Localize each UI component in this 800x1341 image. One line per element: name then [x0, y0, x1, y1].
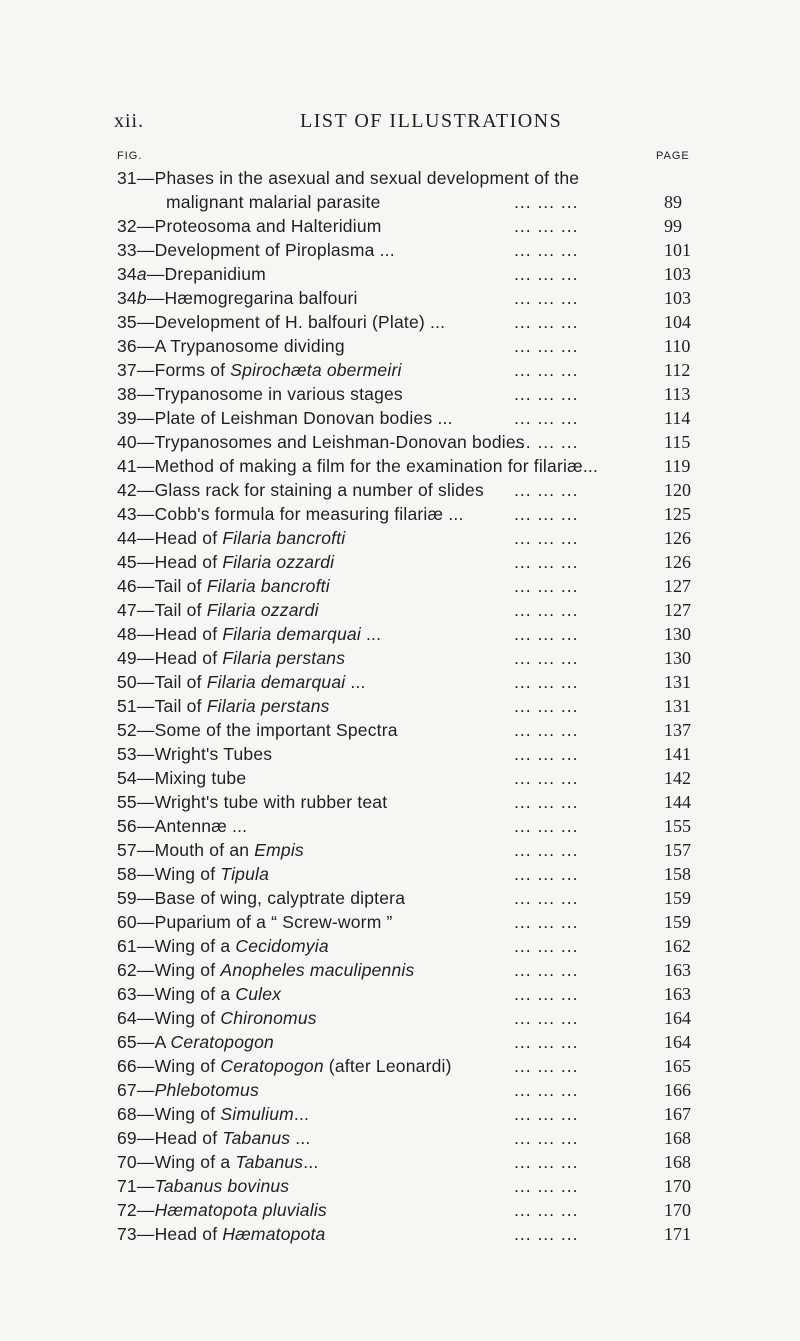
- list-item: [0, 1054, 800, 1078]
- entry-page-number: 166: [664, 1080, 691, 1100]
- list-item: [0, 1222, 800, 1246]
- entry-caption: 54—Mixing tube: [117, 768, 247, 788]
- entry-page-number: 112: [664, 360, 691, 380]
- list-item: [0, 910, 800, 934]
- list-item: [0, 358, 800, 382]
- entry-page-number: 131: [664, 672, 691, 692]
- entry-page-number: 137: [664, 720, 691, 740]
- leader-dots: ... ... ...: [514, 1200, 579, 1220]
- list-item: [0, 646, 800, 670]
- leader-dots: ... ... ...: [514, 408, 579, 428]
- entry-page-number: 126: [664, 552, 691, 572]
- entry-page-number: 99: [664, 216, 682, 236]
- entry-page-number: 125: [664, 504, 691, 524]
- page-header: [0, 110, 800, 140]
- list-item: [0, 190, 800, 214]
- list-item: [0, 334, 800, 358]
- entry-caption: 51—Tail of Filaria perstans: [117, 696, 330, 716]
- list-item: [0, 982, 800, 1006]
- list-item: [0, 1102, 800, 1126]
- entry-caption: 59—Base of wing, calyptrate diptera: [117, 888, 406, 908]
- list-item: [0, 406, 800, 430]
- leader-dots: ... ... ...: [514, 792, 579, 812]
- entry-caption: 57—Mouth of an Empis: [117, 840, 304, 860]
- leader-dots: ... ... ...: [514, 768, 579, 788]
- leader-dots: ... ... ...: [514, 504, 579, 524]
- leader-dots: ... ... ...: [514, 1008, 579, 1028]
- list-item: [0, 214, 800, 238]
- entry-caption: 45—Head of Filaria ozzardi: [117, 552, 335, 572]
- entry-caption: 31—Phases in the asexual and sexual development of the: [117, 168, 580, 188]
- list-item: [0, 718, 800, 742]
- leader-dots: ... ... ...: [514, 1152, 579, 1172]
- list-item: [0, 670, 800, 694]
- entry-caption: 63—Wing of a Culex: [117, 984, 282, 1004]
- entry-caption: 34a—Drepanidium: [117, 264, 266, 284]
- entry-caption: 37—Forms of Spirochæta obermeiri: [117, 360, 402, 380]
- leader-dots: ... ... ...: [514, 336, 579, 356]
- list-item: [0, 478, 800, 502]
- entry-caption: 35—Development of H. balfouri (Plate) ...: [117, 312, 446, 332]
- leader-dots: ... ... ...: [514, 1104, 579, 1124]
- leader-dots: ... ... ...: [514, 384, 579, 404]
- entry-caption: 64—Wing of Chironomus: [117, 1008, 317, 1028]
- list-item: [0, 934, 800, 958]
- entry-caption: 69—Head of Tabanus ...: [117, 1128, 311, 1148]
- page-number: xii.: [114, 110, 145, 132]
- entry-page-number: 103: [664, 288, 691, 308]
- entry-page-number: 159: [664, 888, 691, 908]
- entry-page-number: 168: [664, 1128, 691, 1148]
- list-item: [0, 958, 800, 982]
- entry-caption: 53—Wright's Tubes: [117, 744, 273, 764]
- list-item: [0, 502, 800, 526]
- entry-caption: 55—Wright's tube with rubber teat: [117, 792, 388, 812]
- entry-page-number: 119: [664, 456, 691, 476]
- entry-caption: 36—A Trypanosome dividing: [117, 336, 345, 356]
- entry-caption: 56—Antennæ ...: [117, 816, 248, 836]
- entry-caption: 68—Wing of Simulium...: [117, 1104, 310, 1124]
- list-item: [0, 1174, 800, 1198]
- leader-dots: ... ... ...: [514, 216, 579, 236]
- leader-dots: ... ... ...: [514, 1080, 579, 1100]
- entry-caption: 65—A Ceratopogon: [117, 1032, 274, 1052]
- leader-dots: ... ... ...: [514, 816, 579, 836]
- leader-dots: ... ... ...: [514, 840, 579, 860]
- entry-page-number: 168: [664, 1152, 691, 1172]
- list-item: [0, 286, 800, 310]
- list-item: [0, 838, 800, 862]
- entry-caption: 38—Trypanosome in various stages: [117, 384, 403, 404]
- entry-caption: malignant malarial parasite: [166, 192, 381, 212]
- entry-page-number: 126: [664, 528, 691, 548]
- list-item: [0, 1006, 800, 1030]
- list-item: [0, 526, 800, 550]
- list-item: [0, 430, 800, 454]
- entry-caption: 39—Plate of Leishman Donovan bodies ...: [117, 408, 453, 428]
- leader-dots: ... ... ...: [514, 312, 579, 332]
- leader-dots: ... ... ...: [514, 240, 579, 260]
- entry-caption: 42—Glass rack for staining a number of slides: [117, 480, 484, 500]
- illustrations-list: [0, 166, 800, 1246]
- leader-dots: ... ... ...: [514, 624, 579, 644]
- list-item: [0, 862, 800, 886]
- entry-page-number: 101: [664, 240, 691, 260]
- entry-caption: 49—Head of Filaria perstans: [117, 648, 346, 668]
- entry-page-number: 171: [664, 1224, 691, 1244]
- list-item: [0, 238, 800, 262]
- leader-dots: ... ... ...: [514, 888, 579, 908]
- list-item: [0, 1198, 800, 1222]
- entry-caption: 33—Development of Piroplasma ...: [117, 240, 395, 260]
- list-item: [0, 766, 800, 790]
- leader-dots: ... ... ...: [514, 1224, 579, 1244]
- fig-column-label: FIG.: [117, 150, 143, 162]
- column-labels: [0, 150, 800, 166]
- entry-page-number: 127: [664, 600, 691, 620]
- list-item: [0, 886, 800, 910]
- entry-page-number: 163: [664, 984, 691, 1004]
- list-item: [0, 814, 800, 838]
- entry-page-number: 165: [664, 1056, 691, 1076]
- list-item: [0, 598, 800, 622]
- entry-page-number: 170: [664, 1176, 691, 1196]
- list-item: [0, 574, 800, 598]
- entry-page-number: 130: [664, 648, 691, 668]
- leader-dots: ... ... ...: [514, 600, 579, 620]
- list-item: [0, 262, 800, 286]
- entry-page-number: 127: [664, 576, 691, 596]
- entry-page-number: 110: [664, 336, 691, 356]
- list-item: [0, 550, 800, 574]
- entry-caption: 66—Wing of Ceratopogon (after Leonardi): [117, 1056, 452, 1076]
- entry-page-number: 114: [664, 408, 691, 428]
- leader-dots: ... ... ...: [514, 480, 579, 500]
- entry-page-number: 163: [664, 960, 691, 980]
- entry-caption: 60—Puparium of a “ Screw-worm ”: [117, 912, 393, 932]
- entry-page-number: 115: [664, 432, 691, 452]
- entry-page-number: 144: [664, 792, 691, 812]
- entry-page-number: 130: [664, 624, 691, 644]
- leader-dots: ... ... ...: [514, 744, 579, 764]
- list-item: [0, 1030, 800, 1054]
- entry-page-number: 164: [664, 1008, 691, 1028]
- leader-dots: ... ... ...: [514, 264, 579, 284]
- entry-caption: 52—Some of the important Spectra: [117, 720, 398, 740]
- entry-page-number: 155: [664, 816, 691, 836]
- page-column-label: PAGE: [656, 150, 690, 162]
- list-item: [0, 790, 800, 814]
- list-item: [0, 166, 800, 190]
- page-title: LIST OF ILLUSTRATIONS: [300, 110, 563, 132]
- list-item: [0, 310, 800, 334]
- entry-page-number: 162: [664, 936, 691, 956]
- leader-dots: ... ... ...: [514, 288, 579, 308]
- list-item: [0, 622, 800, 646]
- entry-page-number: 120: [664, 480, 691, 500]
- list-item: [0, 1126, 800, 1150]
- list-item: [0, 742, 800, 766]
- entry-caption: 34b—Hæmogregarina balfouri: [117, 288, 358, 308]
- entry-caption: 62—Wing of Anopheles maculipennis: [117, 960, 415, 980]
- leader-dots: ... ... ...: [514, 528, 579, 548]
- leader-dots: ... ... ...: [514, 432, 579, 452]
- leader-dots: ... ... ...: [514, 720, 579, 740]
- entry-page-number: 167: [664, 1104, 691, 1124]
- leader-dots: ... ... ...: [514, 552, 579, 572]
- entry-caption: 50—Tail of Filaria demarquai ...: [117, 672, 366, 692]
- list-item: [0, 1150, 800, 1174]
- entry-page-number: 141: [664, 744, 691, 764]
- leader-dots: ... ... ...: [514, 1176, 579, 1196]
- entry-page-number: 142: [664, 768, 691, 788]
- entry-caption: 43—Cobb's formula for measuring filariæ ...: [117, 504, 464, 524]
- entry-caption: 58—Wing of Tipula: [117, 864, 270, 884]
- entry-page-number: 159: [664, 912, 691, 932]
- entry-caption: 40—Trypanosomes and Leishman-Donovan bodies: [117, 432, 525, 452]
- entry-caption: 47—Tail of Filaria ozzardi: [117, 600, 319, 620]
- entry-caption: 73—Head of Hæmatopota: [117, 1224, 326, 1244]
- entry-caption: 32—Proteosoma and Halteridium: [117, 216, 382, 236]
- leader-dots: ... ... ...: [514, 864, 579, 884]
- leader-dots: ... ... ...: [514, 1056, 579, 1076]
- leader-dots: ... ... ...: [514, 936, 579, 956]
- entry-page-number: 164: [664, 1032, 691, 1052]
- list-item: [0, 694, 800, 718]
- leader-dots: ... ... ...: [514, 1032, 579, 1052]
- entry-caption: 67—Phlebotomus: [117, 1080, 259, 1100]
- leader-dots: ... ... ...: [514, 912, 579, 932]
- entry-caption: 48—Head of Filaria demarquai ...: [117, 624, 382, 644]
- entry-page-number: 104: [664, 312, 691, 332]
- entry-caption: 41—Method of making a film for the examination for filariæ...: [117, 456, 599, 476]
- entry-page-number: 103: [664, 264, 691, 284]
- list-item: [0, 382, 800, 406]
- leader-dots: ... ... ...: [514, 672, 579, 692]
- leader-dots: ... ... ...: [514, 984, 579, 1004]
- leader-dots: ... ... ...: [514, 192, 579, 212]
- leader-dots: ... ... ...: [514, 360, 579, 380]
- entry-page-number: 157: [664, 840, 691, 860]
- entry-caption: 70—Wing of a Tabanus...: [117, 1152, 319, 1172]
- entry-caption: 61—Wing of a Cecidomyia: [117, 936, 329, 956]
- entry-caption: 71—Tabanus bovinus: [117, 1176, 290, 1196]
- entry-page-number: 170: [664, 1200, 691, 1220]
- leader-dots: ... ... ...: [514, 1128, 579, 1148]
- entry-caption: 72—Hæmatopota pluvialis: [117, 1200, 327, 1220]
- leader-dots: ... ... ...: [514, 648, 579, 668]
- leader-dots: ... ... ...: [514, 576, 579, 596]
- leader-dots: ... ... ...: [514, 960, 579, 980]
- list-item: [0, 454, 800, 478]
- entry-caption: 46—Tail of Filaria bancrofti: [117, 576, 330, 596]
- list-item: [0, 1078, 800, 1102]
- leader-dots: ... ... ...: [514, 696, 579, 716]
- entry-caption: 44—Head of Filaria bancrofti: [117, 528, 346, 548]
- entry-page-number: 158: [664, 864, 691, 884]
- entry-page-number: 113: [664, 384, 691, 404]
- entry-page-number: 89: [664, 192, 682, 212]
- entry-page-number: 131: [664, 696, 691, 716]
